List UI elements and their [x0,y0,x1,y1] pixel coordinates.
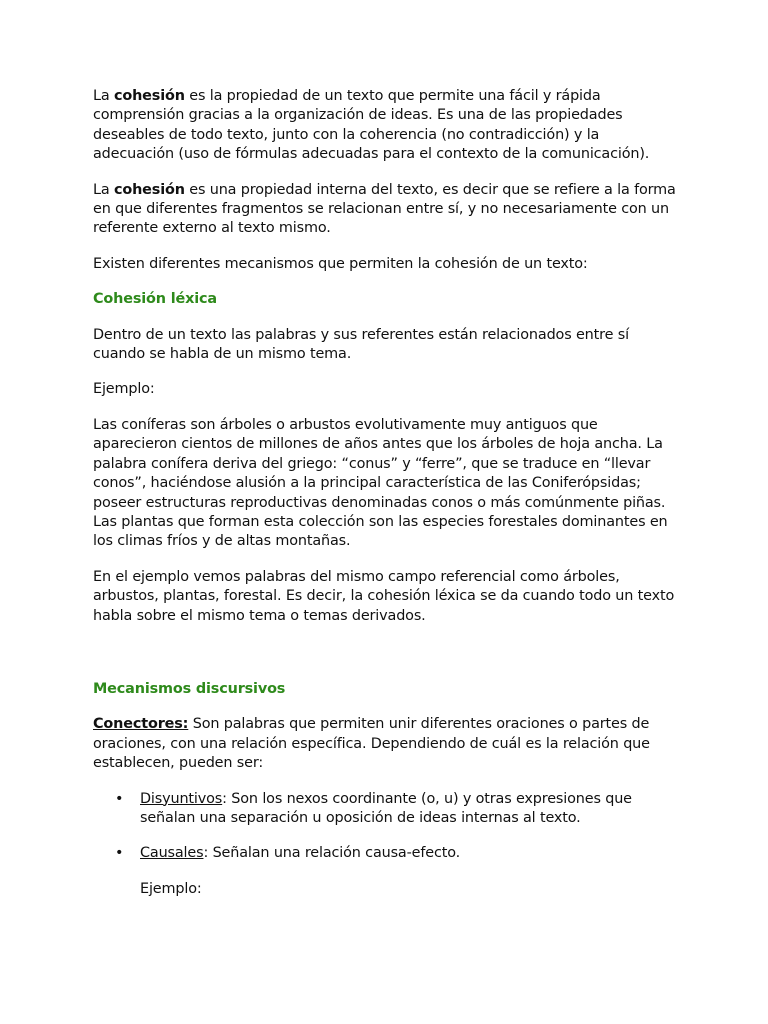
ejemplo-label-causales: Ejemplo: [140,880,202,897]
heading-mecanismos-discursivos: Mecanismos discursivos [93,680,286,697]
connector-types-list [93,790,683,864]
paragraph-conectores [93,715,683,773]
paragraph-cohesion-definition [93,87,683,165]
bullet-icon: • [115,790,124,807]
text-span: La [93,88,114,104]
paragraph-lexica-definition: Dentro de un texto las palabras y sus referentes están relacionados entre sí cuando se habla de un mismo tema. [93,326,629,363]
paragraph-cohesion-internal [93,181,683,239]
text-span: Son palabras que permiten unir diferentes oraciones o partes de oraciones, con una relación específica. Dependiendo de cuál es la relación que establecen, pueden ser: [93,716,650,772]
ejemplo-label: Ejemplo: [93,381,155,398]
list-item-causales [93,844,683,863]
conectores-term: Conectores: [93,716,189,733]
text-span: es una propiedad interna del texto, es decir que se refiere a la forma en que diferentes fragmentos se relacionan entre sí, y no necesariamente con un referente externo al texto mismo. [93,181,676,237]
text-span: es la propiedad de un texto que permite una fácil y rápida comprensión gracias a la organización de ideas. Es una de las propiedades deseables de todo texto, junto con la coherencia (no contradicción) y la adecuación (uso de fórmulas adecuadas para el contexto de la comunicación). [93,88,650,163]
paragraph-example-explanation: En el ejemplo vemos palabras del mismo campo referencial como árboles, arbustos, plantas, forestal. Es decir, la cohesión léxica se da cuando todo un texto habla sobre el mismo tema o temas derivados. [93,568,675,624]
bold-term: cohesión [113,181,185,198]
text-span: : Señalan una relación causa-efecto. [203,845,461,862]
text-span: : Son los nexos coordinante (o, u) y otras expresiones que señalan una separación u oposición de ideas internas al texto. [140,790,632,826]
document-page [93,87,683,899]
bold-term: cohesión [113,88,185,104]
list-item-disyuntivos [93,790,683,829]
bullet-term: Disyuntivos [140,790,223,807]
paragraph-coniferas-example: Las coníferas son árboles o arbustos evolutivamente muy antiguos que aparecieron cientos de millones de años antes que los árboles de hoja ancha. La palabra conífera deriva del griego: “conus” y “ferre”, que se traduce en “llevar conos”, haciéndose alusión a la principal característica de las Coniferópsidas; poseer estructuras reproductivas denominadas conos o más comúnmente piñas. Las plantas que forman esta colección son las especies forestales dominantes en los climas fríos y de altas montañas. [93,416,668,550]
text-span: La [93,181,114,198]
heading-cohesion-lexica: Cohesión léxica [93,291,217,308]
bullet-term: Causales [140,845,204,862]
bullet-icon: • [115,845,124,862]
paragraph-mechanisms-intro: Existen diferentes mecanismos que permiten la cohesión de un texto: [93,255,588,272]
